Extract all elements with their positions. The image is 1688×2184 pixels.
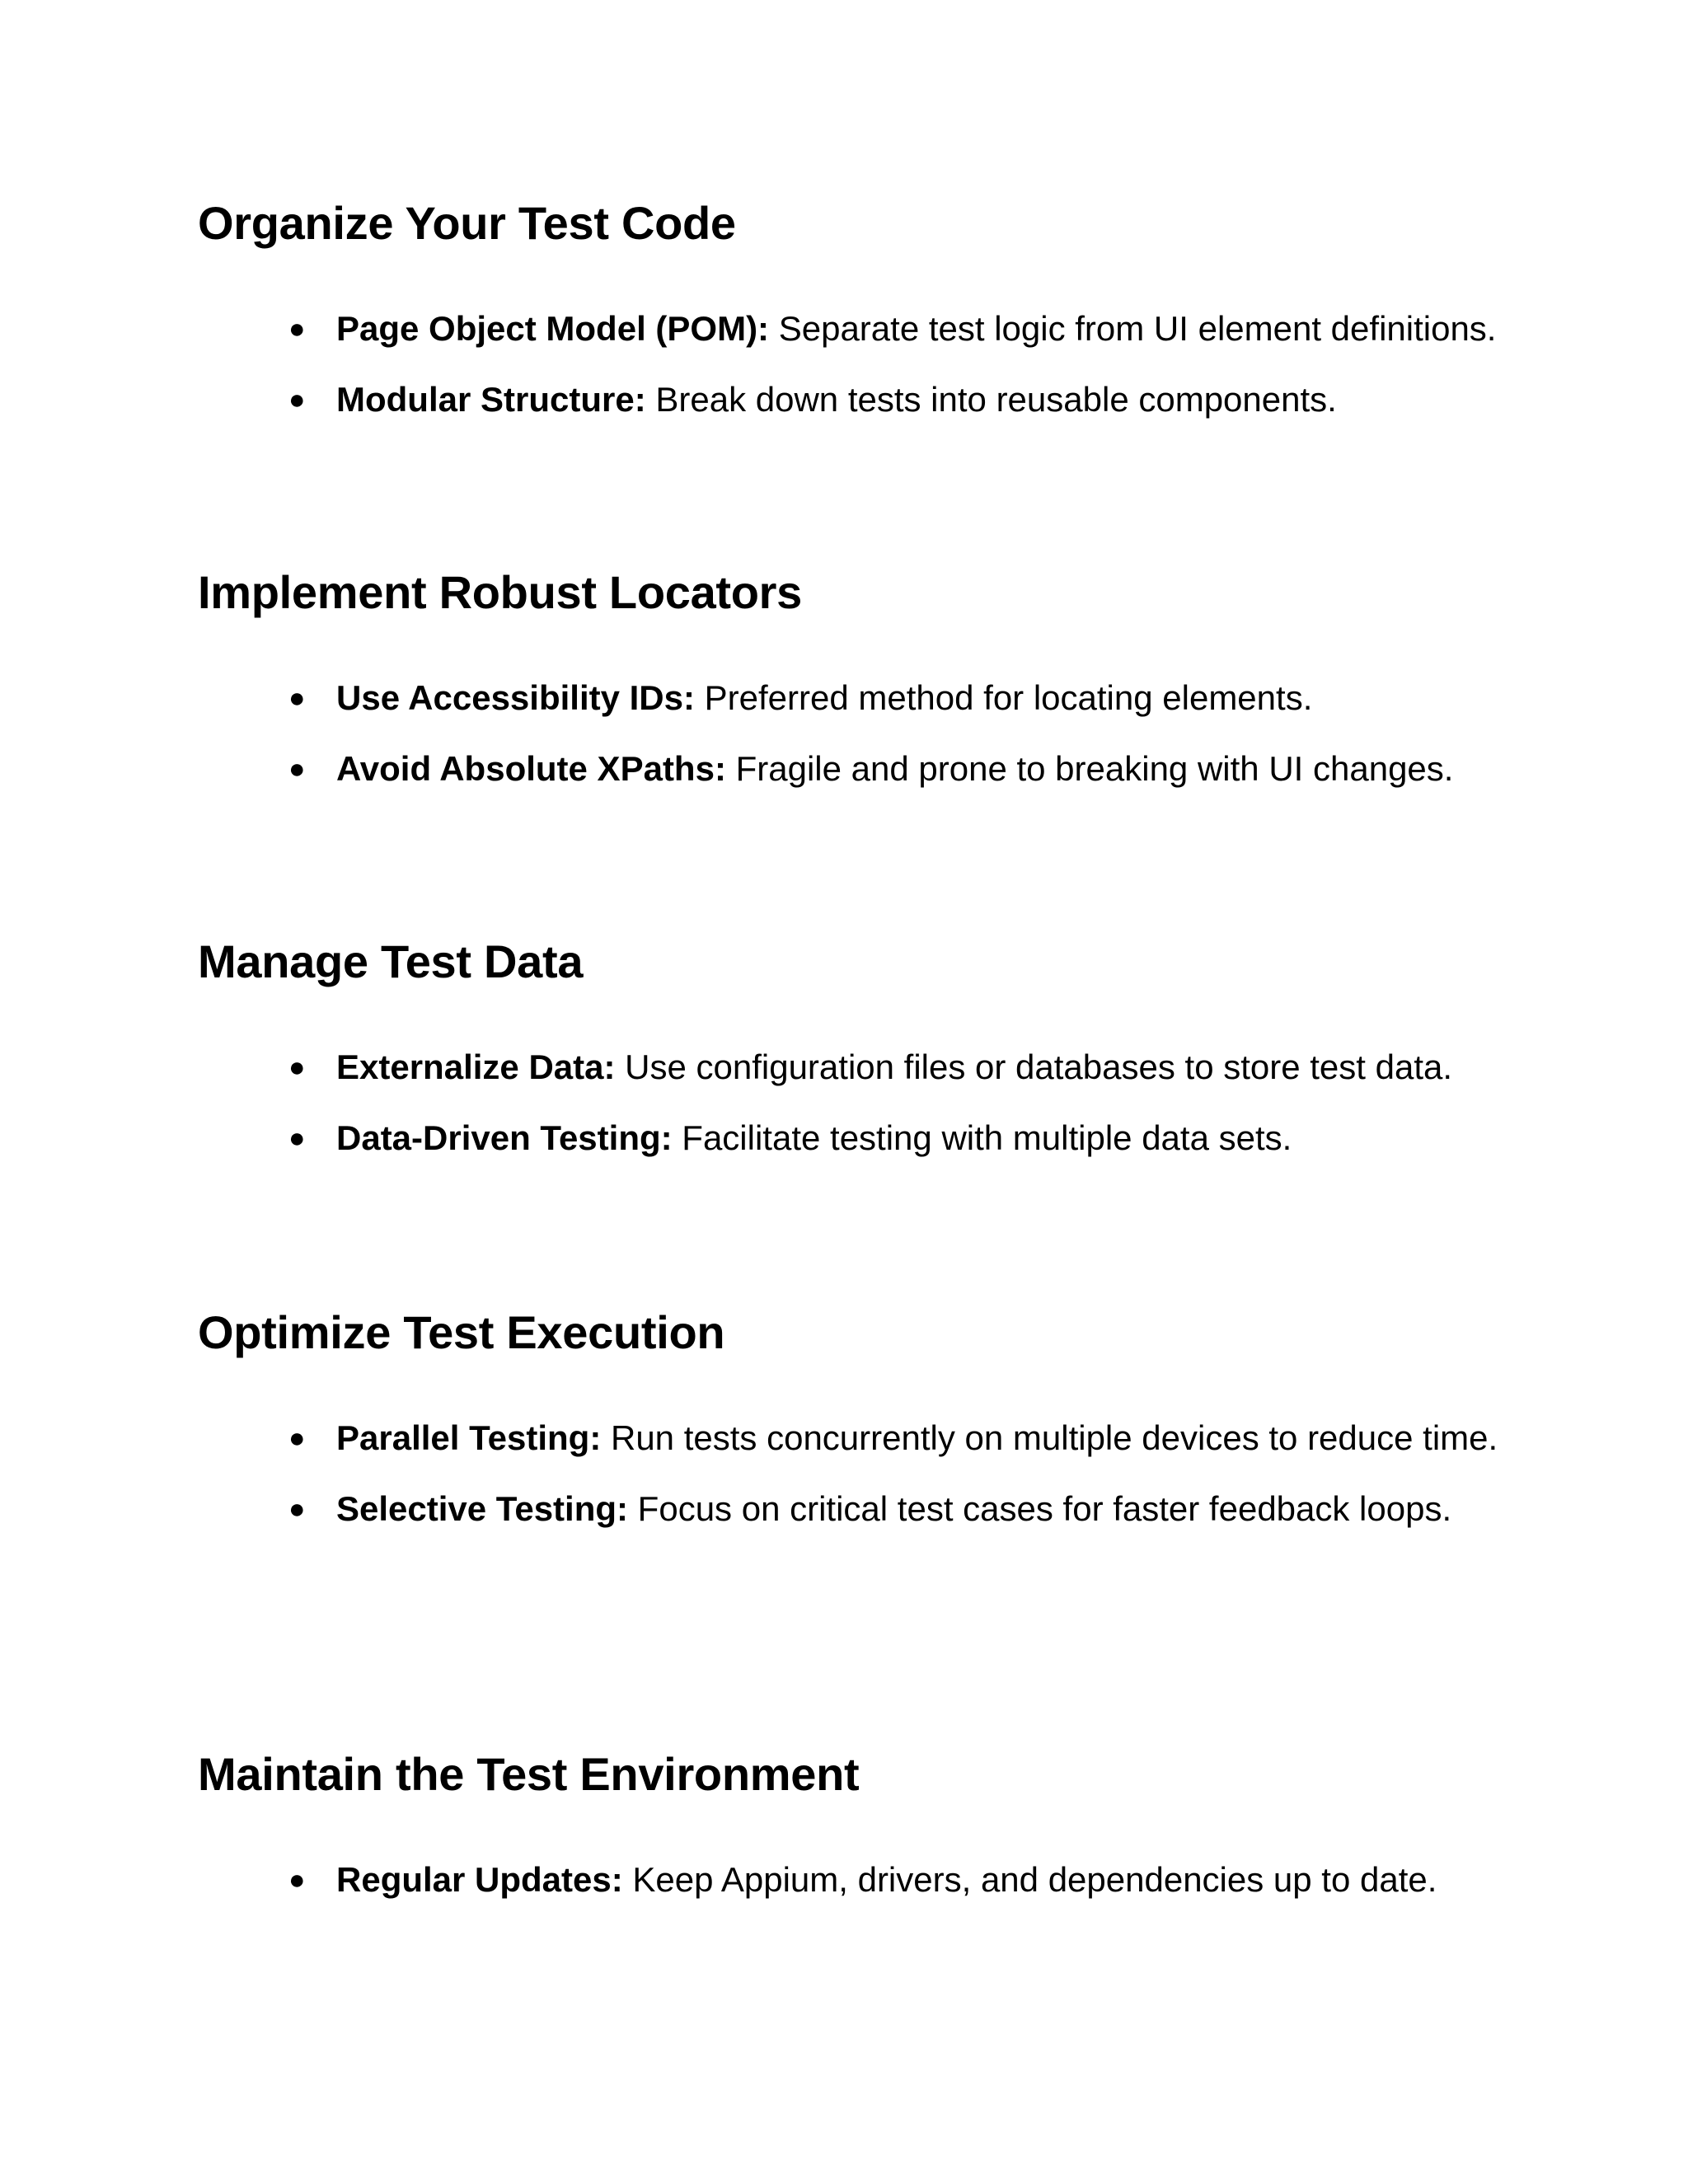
section-organize-test-code <box>198 194 1533 435</box>
item-term: Page Object Model (POM): <box>336 309 770 348</box>
item-term: Regular Updates: <box>336 1860 623 1899</box>
list-item <box>198 733 1533 804</box>
bullet-list <box>198 293 1533 435</box>
bullet-list <box>198 1032 1533 1174</box>
item-text: Separate test logic from UI element definitions. <box>769 309 1497 348</box>
item-text: Preferred method for locating elements. <box>694 678 1313 717</box>
item-text: Facilitate testing with multiple data sets. <box>672 1118 1292 1157</box>
section-heading: Maintain the Test Environment <box>198 1748 860 1800</box>
section-implement-robust-locators <box>198 564 1533 804</box>
section-manage-test-data <box>198 933 1533 1174</box>
item-text: Fragile and prone to breaking with UI changes. <box>725 749 1454 788</box>
bullet-icon: ● <box>288 1122 306 1154</box>
section-heading: Implement Robust Locators <box>198 566 803 618</box>
section-heading: Optimize Test Execution <box>198 1306 725 1358</box>
bullet-icon: ● <box>288 1422 306 1454</box>
list-item <box>198 663 1533 733</box>
item-term: Externalize Data: <box>336 1047 616 1086</box>
bullet-list <box>198 663 1533 804</box>
section-heading: Manage Test Data <box>198 935 584 987</box>
section-heading: Organize Your Test Code <box>198 197 736 249</box>
bullet-icon: ● <box>288 1493 306 1525</box>
item-text: Run tests concurrently on multiple devices to reduce time. <box>601 1418 1498 1457</box>
bullet-icon: ● <box>288 1864 306 1896</box>
item-term: Modular Structure: <box>336 380 646 419</box>
bullet-list <box>198 1403 1533 1544</box>
item-term: Use Accessibility IDs: <box>336 678 695 717</box>
item-text: Focus on critical test cases for faster feedback loops. <box>628 1489 1452 1528</box>
section-maintain-test-environment <box>198 1746 1533 1915</box>
bullet-list <box>198 1844 1533 1915</box>
list-item <box>198 1403 1533 1474</box>
bullet-icon: ● <box>288 753 306 785</box>
list-item <box>198 364 1533 435</box>
item-term: Parallel Testing: <box>336 1418 602 1457</box>
list-item <box>198 1474 1533 1544</box>
item-term: Selective Testing: <box>336 1489 629 1528</box>
item-text: Break down tests into reusable components. <box>645 380 1337 419</box>
item-term: Avoid Absolute XPaths: <box>336 749 726 788</box>
list-item <box>198 1844 1533 1915</box>
item-term: Data-Driven Testing: <box>336 1118 673 1157</box>
bullet-icon: ● <box>288 1052 306 1083</box>
bullet-icon: ● <box>288 313 306 344</box>
item-text: Use configuration files or databases to store test data. <box>615 1047 1453 1086</box>
item-text: Keep Appium, drivers, and dependencies up to date. <box>622 1860 1437 1899</box>
bullet-icon: ● <box>288 682 306 714</box>
list-item <box>198 1103 1533 1174</box>
section-optimize-test-execution <box>198 1304 1533 1544</box>
list-item <box>198 293 1533 364</box>
bullet-icon: ● <box>288 384 306 415</box>
list-item <box>198 1032 1533 1103</box>
